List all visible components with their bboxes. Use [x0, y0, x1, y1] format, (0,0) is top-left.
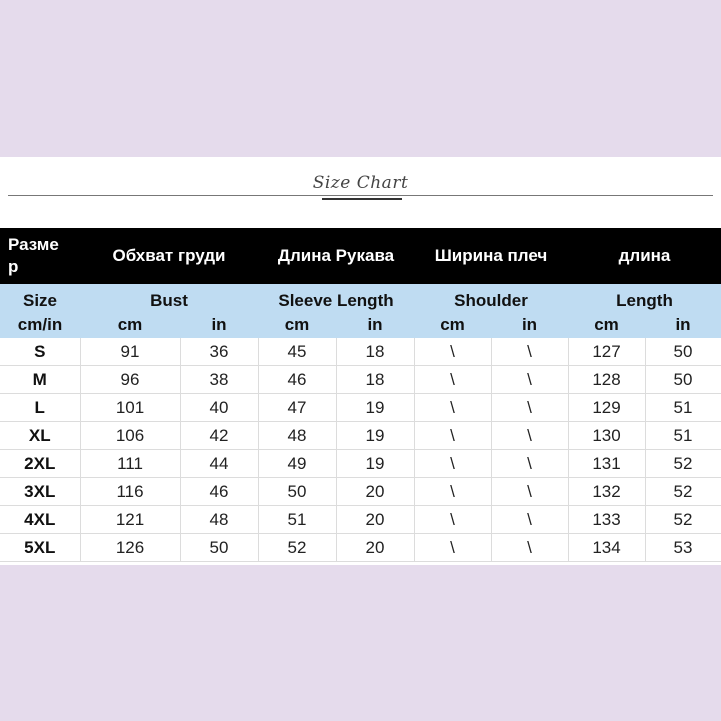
unit-size: cm/in [0, 311, 80, 338]
cell-bust-cm: 126 [80, 534, 180, 562]
table-row [0, 338, 721, 366]
cell-length-cm: 133 [568, 506, 645, 534]
header-en-length: Length [568, 284, 721, 311]
unit-bust-in: in [180, 311, 258, 338]
cell-bust-in: 46 [180, 478, 258, 506]
cell-shoulder-in: \ [491, 478, 568, 506]
cell-bust-in: 36 [180, 338, 258, 366]
unit-length-cm: cm [568, 311, 645, 338]
cell-sleeve-cm: 46 [258, 366, 336, 394]
header-en-sleeve: Sleeve Length [258, 284, 414, 311]
cell-shoulder-in: \ [491, 338, 568, 366]
header-ru-sleeve: Длина Рукава [258, 228, 414, 284]
cell-shoulder-cm: \ [414, 450, 491, 478]
size-table [0, 228, 721, 562]
cell-length-in: 52 [645, 506, 721, 534]
cell-size: 4XL [0, 506, 80, 534]
header-en-bust: Bust [80, 284, 258, 311]
header-row-ru [0, 228, 721, 284]
table-row [0, 506, 721, 534]
table-row [0, 366, 721, 394]
cell-length-in: 53 [645, 534, 721, 562]
table-row [0, 450, 721, 478]
cell-length-in: 50 [645, 338, 721, 366]
cell-length-cm: 134 [568, 534, 645, 562]
cell-sleeve-in: 19 [336, 422, 414, 450]
cell-length-cm: 128 [568, 366, 645, 394]
cell-sleeve-in: 20 [336, 506, 414, 534]
cell-shoulder-in: \ [491, 422, 568, 450]
title-area [0, 157, 721, 227]
cell-size: 5XL [0, 534, 80, 562]
cell-bust-cm: 116 [80, 478, 180, 506]
unit-sleeve-cm: cm [258, 311, 336, 338]
table-row [0, 534, 721, 562]
header-en-shoulder: Shoulder [414, 284, 568, 311]
cell-size: XL [0, 422, 80, 450]
unit-length-in: in [645, 311, 721, 338]
cell-shoulder-cm: \ [414, 422, 491, 450]
cell-length-cm: 127 [568, 338, 645, 366]
cell-length-in: 51 [645, 422, 721, 450]
cell-sleeve-in: 19 [336, 450, 414, 478]
cell-size: M [0, 366, 80, 394]
header-row-en [0, 284, 721, 311]
cell-sleeve-in: 18 [336, 338, 414, 366]
cell-size: 2XL [0, 450, 80, 478]
header-ru-size-line1: Разме [8, 235, 59, 254]
cell-bust-in: 42 [180, 422, 258, 450]
cell-bust-cm: 106 [80, 422, 180, 450]
cell-sleeve-in: 20 [336, 534, 414, 562]
unit-shoulder-in: in [491, 311, 568, 338]
cell-size: S [0, 338, 80, 366]
cell-sleeve-cm: 48 [258, 422, 336, 450]
cell-sleeve-cm: 51 [258, 506, 336, 534]
cell-shoulder-cm: \ [414, 394, 491, 422]
cell-bust-in: 48 [180, 506, 258, 534]
header-ru-bust: Обхват груди [80, 228, 258, 284]
unit-row [0, 311, 721, 338]
cell-length-in: 51 [645, 394, 721, 422]
cell-length-cm: 129 [568, 394, 645, 422]
cell-size: L [0, 394, 80, 422]
cell-shoulder-cm: \ [414, 506, 491, 534]
unit-bust-cm: cm [80, 311, 180, 338]
cell-sleeve-in: 20 [336, 478, 414, 506]
cell-bust-in: 50 [180, 534, 258, 562]
cell-shoulder-in: \ [491, 366, 568, 394]
cell-sleeve-in: 19 [336, 394, 414, 422]
cell-bust-cm: 96 [80, 366, 180, 394]
header-en-size: Size [0, 284, 80, 311]
cell-length-cm: 131 [568, 450, 645, 478]
cell-bust-in: 38 [180, 366, 258, 394]
header-ru-shoulder: Ширина плеч [414, 228, 568, 284]
cell-sleeve-cm: 50 [258, 478, 336, 506]
cell-bust-cm: 121 [80, 506, 180, 534]
cell-bust-cm: 91 [80, 338, 180, 366]
unit-shoulder-cm: cm [414, 311, 491, 338]
cell-sleeve-cm: 45 [258, 338, 336, 366]
chart-title: Size Chart [312, 173, 409, 193]
cell-bust-in: 44 [180, 450, 258, 478]
cell-shoulder-in: \ [491, 394, 568, 422]
header-ru-size-line2: р [8, 257, 19, 276]
cell-shoulder-in: \ [491, 534, 568, 562]
cell-bust-cm: 111 [80, 450, 180, 478]
header-ru-length: длина [568, 228, 721, 284]
cell-length-in: 52 [645, 450, 721, 478]
cell-bust-cm: 101 [80, 394, 180, 422]
header-ru-size [0, 228, 80, 284]
size-chart-card [0, 157, 721, 565]
cell-shoulder-cm: \ [414, 478, 491, 506]
cell-length-cm: 130 [568, 422, 645, 450]
cell-sleeve-cm: 47 [258, 394, 336, 422]
cell-shoulder-in: \ [491, 450, 568, 478]
table-row [0, 478, 721, 506]
title-underline [322, 198, 402, 200]
cell-sleeve-cm: 49 [258, 450, 336, 478]
cell-length-in: 50 [645, 366, 721, 394]
cell-shoulder-cm: \ [414, 338, 491, 366]
table-row [0, 422, 721, 450]
title-divider [8, 195, 713, 196]
cell-length-in: 52 [645, 478, 721, 506]
cell-shoulder-cm: \ [414, 534, 491, 562]
cell-sleeve-cm: 52 [258, 534, 336, 562]
cell-bust-in: 40 [180, 394, 258, 422]
cell-sleeve-in: 18 [336, 366, 414, 394]
cell-shoulder-in: \ [491, 506, 568, 534]
table-row [0, 394, 721, 422]
unit-sleeve-in: in [336, 311, 414, 338]
cell-length-cm: 132 [568, 478, 645, 506]
cell-size: 3XL [0, 478, 80, 506]
cell-shoulder-cm: \ [414, 366, 491, 394]
